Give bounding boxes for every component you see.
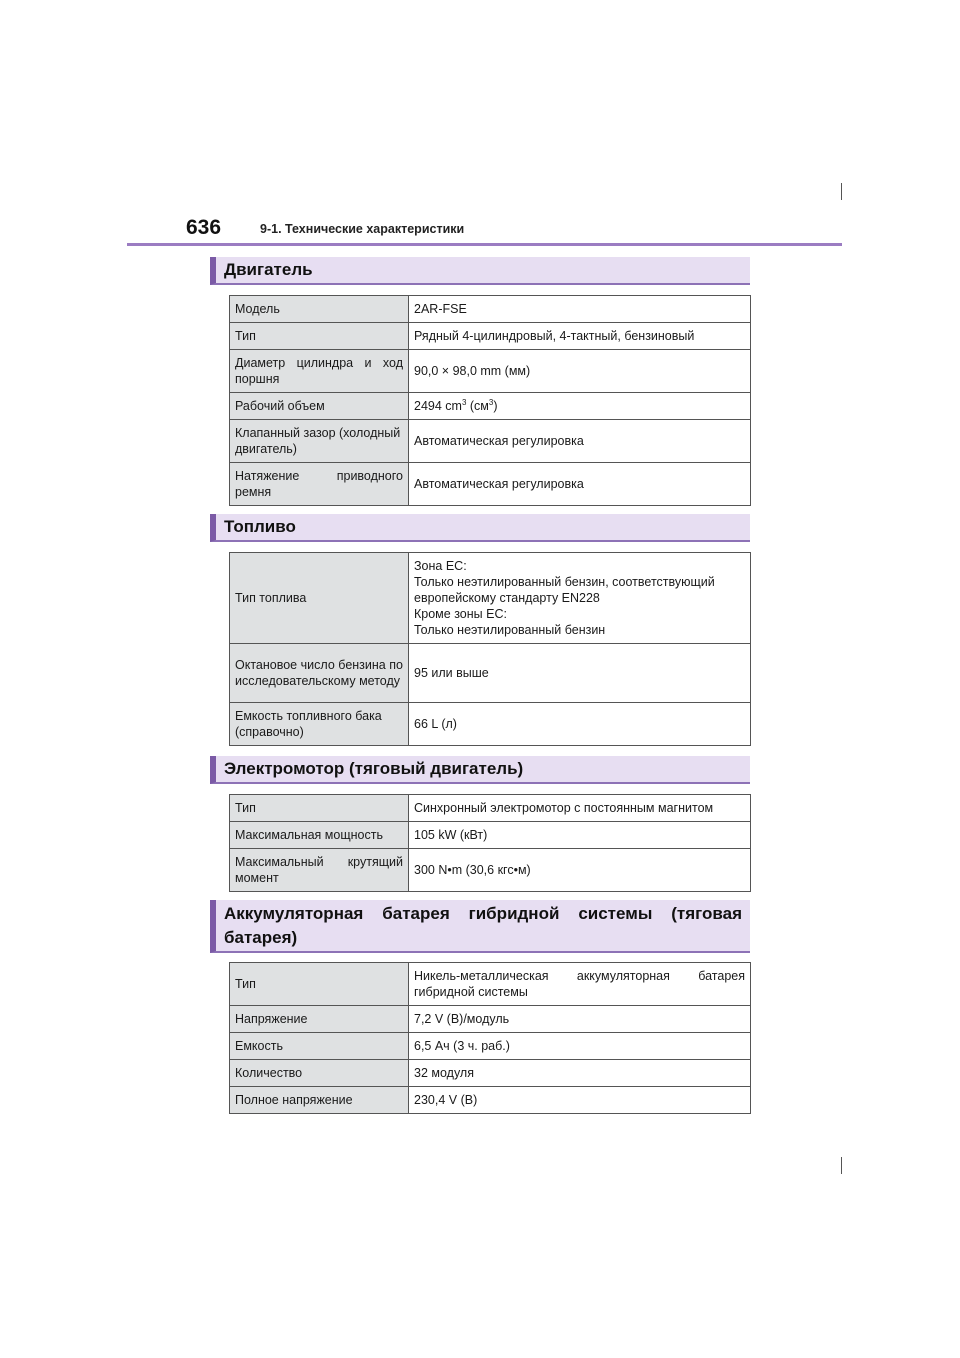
superscript: 3 — [488, 397, 494, 407]
spec-key: Максимальная мощность — [230, 822, 409, 849]
header-rule — [127, 243, 842, 246]
spec-value: 2AR-FSE — [409, 296, 751, 323]
table-row — [230, 963, 751, 1006]
section-heading-engine — [210, 257, 750, 285]
fuel-spec-table — [229, 552, 751, 746]
spec-key: Модель — [230, 296, 409, 323]
displacement-sm: (см — [466, 399, 489, 413]
fuel-line: Кроме зоны ЕС: — [414, 607, 507, 621]
spec-key: Емкость топливного бака (справочно) — [230, 703, 409, 746]
fuel-line: Только неэтилированный бензин, соответствующий европейскому стандарту EN228 — [414, 575, 715, 605]
spec-value — [409, 553, 751, 644]
spec-value: 6,5 Ач (3 ч. раб.) — [409, 1033, 751, 1060]
table-row — [230, 323, 751, 350]
section-heading-motor — [210, 756, 750, 784]
table-row — [230, 795, 751, 822]
table-row — [230, 296, 751, 323]
spec-key: Клапанный зазор (холодный двигатель) — [230, 420, 409, 463]
table-row — [230, 822, 751, 849]
page-number: 636 — [186, 216, 222, 239]
fuel-line: Только неэтилированный бензин — [414, 623, 606, 637]
displacement-close: ) — [493, 399, 498, 413]
battery-spec-table — [229, 962, 751, 1114]
spec-key: Максимальный крутящий момент — [230, 849, 409, 892]
spec-value: 300 N•m (30,6 кгс•м) — [409, 849, 751, 892]
spec-key: Рабочий объем — [230, 393, 409, 420]
spec-key: Диаметр цилиндра и ход поршня — [230, 350, 409, 393]
spec-value — [409, 393, 751, 420]
table-row — [230, 1087, 751, 1114]
section-heading-battery-text: Аккумуляторная батарея гибридной системы (тяговая батарея) — [224, 904, 742, 947]
spec-key: Октановое число бензина по исследовательскому методу — [230, 644, 409, 703]
table-row — [230, 703, 751, 746]
section-heading-battery — [210, 900, 750, 953]
spec-key: Напряжение — [230, 1006, 409, 1033]
section-heading-motor-text: Электромотор (тяговый двигатель) — [224, 759, 524, 778]
table-row — [230, 1033, 751, 1060]
table-row — [230, 849, 751, 892]
spec-value: Автоматическая регулировка — [409, 420, 751, 463]
section-heading-engine-text: Двигатель — [224, 260, 313, 279]
spec-value: 95 или выше — [409, 644, 751, 703]
crop-mark-bottom — [841, 1157, 842, 1174]
table-row — [230, 350, 751, 393]
spec-key: Тип — [230, 795, 409, 822]
table-row — [230, 1006, 751, 1033]
fuel-line: Зона ЕС: — [414, 559, 467, 573]
section-heading-fuel — [210, 514, 750, 542]
table-row — [230, 1060, 751, 1087]
spec-value: 90,0 × 98,0 mm (мм) — [409, 350, 751, 393]
superscript: 3 — [461, 397, 467, 407]
spec-value: 105 kW (кВт) — [409, 822, 751, 849]
spec-key: Натяжение приводного ремня — [230, 463, 409, 506]
spec-key: Полное напряжение — [230, 1087, 409, 1114]
motor-spec-table — [229, 794, 751, 892]
spec-key: Тип — [230, 323, 409, 350]
spec-key: Количество — [230, 1060, 409, 1087]
spec-value: 32 модуля — [409, 1060, 751, 1087]
spec-key: Емкость — [230, 1033, 409, 1060]
spec-value: Никель-металлическая аккумуляторная батарея гибридной системы — [409, 963, 751, 1006]
table-row — [230, 644, 751, 703]
section-title: 9-1. Технические характеристики — [260, 222, 465, 236]
table-row — [230, 420, 751, 463]
table-row — [230, 553, 751, 644]
page-header — [0, 0, 960, 250]
table-row — [230, 463, 751, 506]
spec-key: Тип топлива — [230, 553, 409, 644]
spec-value: 66 L (л) — [409, 703, 751, 746]
spec-value: 7,2 V (В)/модуль — [409, 1006, 751, 1033]
engine-spec-table — [229, 295, 751, 506]
spec-value: Рядный 4-цилиндровый, 4-тактный, бензиновый — [409, 323, 751, 350]
spec-key: Тип — [230, 963, 409, 1006]
table-row — [230, 393, 751, 420]
displacement-cm: 2494 cm — [414, 399, 462, 413]
section-heading-fuel-text: Топливо — [224, 517, 296, 536]
spec-value: Синхронный электромотор с постоянным магнитом — [409, 795, 751, 822]
spec-value: Автоматическая регулировка — [409, 463, 751, 506]
spec-value: 230,4 V (В) — [409, 1087, 751, 1114]
